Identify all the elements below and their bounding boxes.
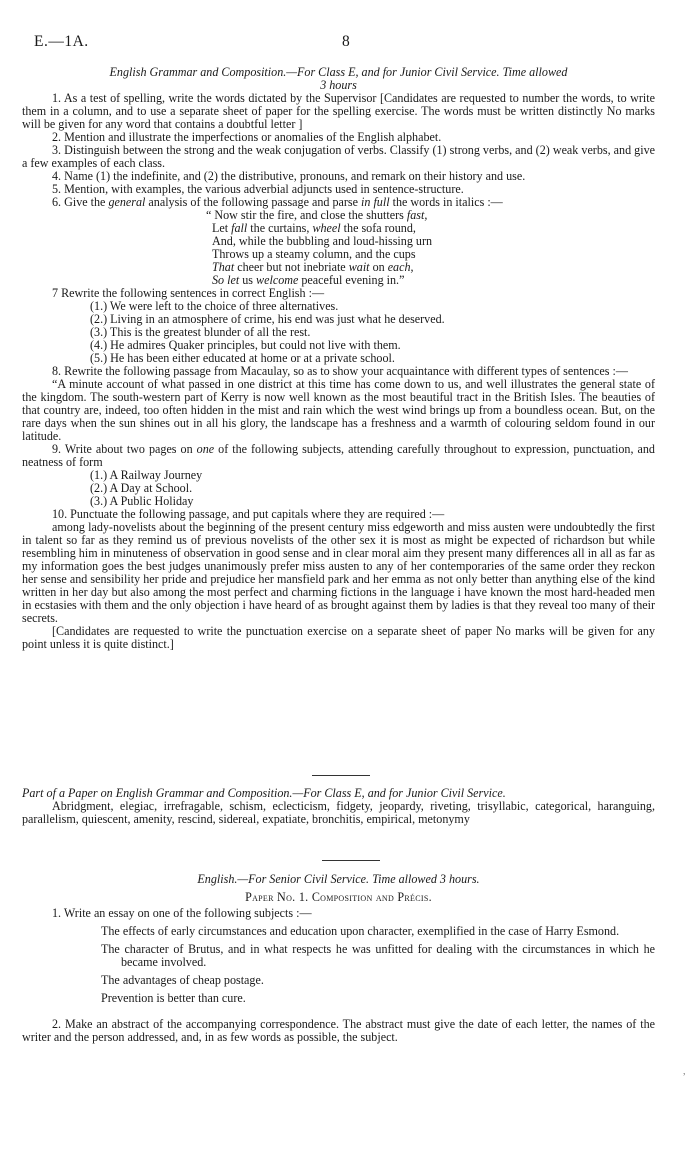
list-item: (3.) A Public Holiday bbox=[90, 494, 194, 508]
essay-subject: The effects of early circumstances and education upon character, exemplified in the case of Harry Esmond. bbox=[101, 924, 620, 938]
essay-subject: Prevention is better than cure. bbox=[101, 991, 246, 1005]
margin-mark: , bbox=[683, 1066, 686, 1077]
question-8: 8. Rewrite the following passage from Macaulay, so as to show your acquaintance with different types of sentences :— bbox=[52, 364, 628, 378]
list-item: (4.) He admires Quaker principles, but could not live with them. bbox=[90, 338, 401, 352]
spelling-words: Abridgment, elegiac, irrefragable, schism, eclecticism, fidgety, jeopardy, riveting, trisyllabic, categorical, haranguing, parallelism, quiescent, amenity, rescind, sidereal, expatiate, bronchitis, empirical, metonymy bbox=[22, 799, 655, 826]
question-2: 2. Mention and illustrate the imperfections or anomalies of the English alphabet. bbox=[52, 130, 442, 144]
page-number: 8 bbox=[342, 33, 350, 50]
question-9: 9. Write about two pages on one of the following subjects, attending carefully throughout to expression, punctuation, and neatness of form bbox=[22, 442, 655, 469]
paper-heading: Paper No. 1. Composition and Précis. bbox=[245, 890, 432, 904]
section-spelling-part bbox=[22, 787, 655, 826]
poem-line: That cheer but not inebriate wait on each, bbox=[212, 260, 414, 274]
question-7: 7 Rewrite the following sentences in correct English :— bbox=[52, 286, 325, 300]
candidates-note: [Candidates are requested to write the punctuation exercise on a separate sheet of paper No marks will be given for any point unless it is quite distinct.] bbox=[22, 624, 655, 651]
question-6: 6. Give the general analysis of the following passage and parse in full the words in italics :— bbox=[52, 195, 503, 209]
essay-subject: The advantages of cheap postage. bbox=[101, 973, 264, 987]
list-item: (1.) We were left to the choice of three alternatives. bbox=[90, 299, 339, 313]
question-2: 2. Make an abstract of the accompanying correspondence. The abstract must give the date of each letter, the names of the writer and the person addressed, and, in as few words as possible, the subject. bbox=[22, 1017, 655, 1044]
question-3: 3. Distinguish between the strong and the weak conjugation of verbs. Classify (1) strong verbs, and (2) weak verbs, and give a few examples of each class. bbox=[22, 143, 655, 170]
page-header bbox=[34, 33, 666, 55]
macaulay-passage: “A minute account of what passed in one district at this time has come down to us, and well illustrates the general state of the kingdom. The south-western part of Kerry is now well known as the most beautiful tract in the British Isles. The beauties of that country are, indeed, too often hidden in the mist and rain which the west wind brings up from a boundless ocean. But, on the rare days when the sun shines out in all his glory, the landscape has a freshness and a warmth of colouring seldom found in our latitude. bbox=[22, 377, 655, 443]
section-divider bbox=[312, 775, 370, 776]
list-item: (2.) Living in an atmosphere of crime, his end was just what he deserved. bbox=[90, 312, 445, 326]
punctuation-passage: among lady-novelists about the beginning of the present century miss edgeworth and miss austen were undoubtedly the first in talent so far as they remind us of previous novelists of the other sex it is most as might be expected of richardson but while resembling him in minuteness of observation in good sense and in clear moral aim they present many differences all in all as far as my information goes the best judges unanimously prefer miss austen to any of her contemporaries of the same order they reckon her sense and sensibility her pride and prejudice her mansfield park and her emma as not only better than anything else of the kind written in her day but also among the most perfect and charming fictions in the language i have known the most hard-headed men in ecstasies with them and the only objection i have heard of as brought against them by ladies is that they reveal too many of their secrets. bbox=[22, 520, 655, 625]
section-divider bbox=[322, 860, 380, 861]
question-5: 5. Mention, with examples, the various adverbial adjuncts used in sentence-structure. bbox=[52, 182, 464, 196]
section-title: English Grammar and Composition.—For Class E, and for Junior Civil Service. Time allowed bbox=[109, 65, 568, 79]
list-item: (5.) He has been either educated at home or at a private school. bbox=[90, 351, 395, 365]
section-junior-grammar bbox=[22, 66, 655, 651]
poem-line: Throws up a steamy column, and the cups bbox=[212, 247, 416, 261]
question-1: 1. As a test of spelling, write the words dictated by the Supervisor [Candidates are requested to number the words, to write them in a column, and to use a separate sheet of paper for the spelling exercise. The words must be written distinctly No marks will be given for any word that contains a doubtful letter ] bbox=[22, 91, 655, 131]
section-title: Part of a Paper on English Grammar and Composition.—For Class E, and for Junior Civil Service. bbox=[22, 786, 506, 800]
poem-line: And, while the bubbling and loud-hissing urn bbox=[212, 234, 433, 248]
essay-subject: The character of Brutus, and in what respects he was unfitted for dealing with the circumstances in which he became involved. bbox=[101, 942, 655, 969]
question-10: 10. Punctuate the following passage, and put capitals where they are required :— bbox=[52, 507, 445, 521]
poem-line: “ Now stir the fire, and close the shutters fast, bbox=[206, 208, 428, 222]
list-item: (1.) A Railway Journey bbox=[90, 468, 203, 482]
question-4: 4. Name (1) the indefinite, and (2) the distributive, pronouns, and remark on their history and use. bbox=[52, 169, 526, 183]
list-item: (2.) A Day at School. bbox=[90, 481, 193, 495]
section-title: English.—For Senior Civil Service. Time allowed 3 hours. bbox=[197, 872, 480, 886]
section-senior-english bbox=[22, 873, 655, 1044]
section-title-time: 3 hours bbox=[320, 78, 357, 92]
question-1: 1. Write an essay on one of the following subjects :— bbox=[52, 906, 312, 920]
poem-line: So let us welcome peaceful evening in.” bbox=[212, 273, 405, 287]
poem-passage bbox=[22, 209, 655, 287]
list-item: (3.) This is the greatest blunder of all the rest. bbox=[90, 325, 311, 339]
document-reference: E.—1A. bbox=[34, 33, 89, 50]
poem-line: Let fall the curtains, wheel the sofa round, bbox=[212, 221, 416, 235]
